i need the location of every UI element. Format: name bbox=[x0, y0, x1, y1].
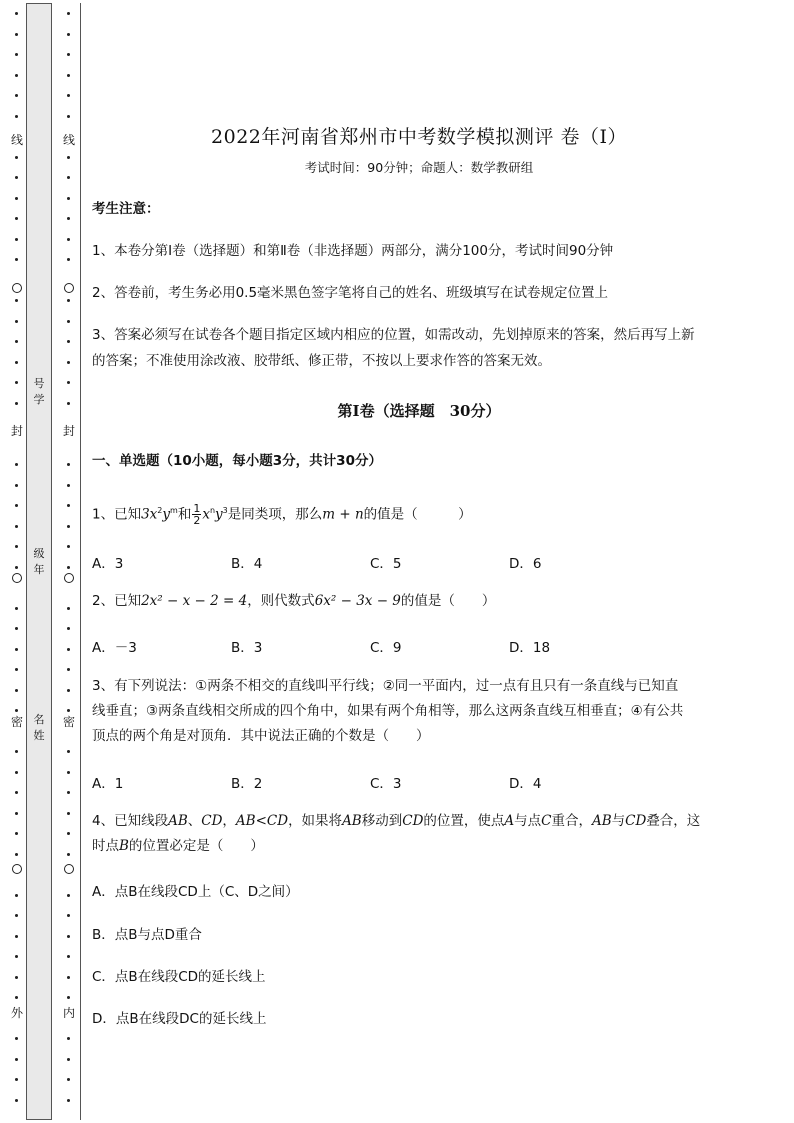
dot-mark bbox=[15, 74, 18, 77]
dot-mark bbox=[15, 238, 18, 241]
dot-mark bbox=[15, 996, 18, 999]
dot-mark bbox=[15, 1058, 18, 1061]
dot-mark bbox=[67, 771, 70, 774]
dot-mark bbox=[67, 668, 70, 671]
q1-option-d: D．6 bbox=[509, 556, 542, 572]
dot-mark bbox=[15, 504, 18, 507]
dot-mark bbox=[15, 1078, 18, 1081]
dot-mark bbox=[15, 914, 18, 917]
q1-option-a: A．3 bbox=[92, 556, 124, 572]
margin-border-line bbox=[80, 3, 81, 1120]
q2-option-b: B．3 bbox=[231, 640, 263, 656]
dot-mark bbox=[67, 791, 70, 794]
dot-mark bbox=[15, 1099, 18, 1102]
question-1: 1、已知$3x^2y^m$和 $\frac{1}{2}$ $x^ny^3$是同类项，那么m + n的值是（ ） bbox=[92, 502, 472, 527]
inner-mark-nei: 内 bbox=[62, 1006, 75, 1020]
q3-option-a: A．1 bbox=[92, 776, 124, 792]
dot-mark bbox=[15, 217, 18, 220]
section-heading: 一、单选题（10小题，每小题3分，共计30分） bbox=[92, 453, 382, 469]
outer-mark-xian: 线 bbox=[10, 133, 23, 147]
dot-mark bbox=[15, 750, 18, 753]
dot-mark bbox=[15, 12, 18, 15]
dot-mark bbox=[67, 156, 70, 159]
q3-option-c: C．3 bbox=[370, 776, 402, 792]
dot-mark bbox=[67, 299, 70, 302]
dot-mark bbox=[67, 750, 70, 753]
field-name: 名 姓 bbox=[33, 713, 45, 742]
exam-title: 2022年河南省郑州市中考数学模拟测评 卷（Ⅰ） bbox=[211, 126, 627, 148]
question-3-line-2: 线垂直；③两条直线相交所成的四个角中，如果有两个角相等，那么这两条直线互相垂直；④有公共 bbox=[92, 703, 684, 719]
dot-mark bbox=[15, 648, 18, 651]
dot-mark bbox=[67, 935, 70, 938]
outer-mark-wai: 外 bbox=[10, 1006, 23, 1020]
q4-option-c: C．点B在线段CD的延长线上 bbox=[92, 969, 266, 985]
student-info-panel bbox=[26, 3, 52, 1120]
dot-mark bbox=[67, 812, 70, 815]
dot-mark bbox=[67, 463, 70, 466]
q3-option-b: B．2 bbox=[231, 776, 263, 792]
dot-mark bbox=[67, 853, 70, 856]
dot-mark bbox=[15, 53, 18, 56]
circle-mark bbox=[12, 283, 22, 293]
dot-mark bbox=[67, 176, 70, 179]
q2-option-a: A．－3 bbox=[92, 640, 137, 656]
dot-mark bbox=[15, 935, 18, 938]
dot-mark bbox=[15, 853, 18, 856]
question-2: 2、已知2x² − x − 2 = 4，则代数式6x² − 3x − 9的值是（ ） bbox=[92, 593, 496, 609]
dot-mark bbox=[67, 74, 70, 77]
dot-mark bbox=[67, 484, 70, 487]
dot-mark bbox=[15, 955, 18, 958]
dot-mark bbox=[15, 812, 18, 815]
part-title: 第I卷（选择题 30分） bbox=[337, 402, 501, 420]
dot-mark bbox=[67, 1099, 70, 1102]
dot-mark bbox=[67, 709, 70, 712]
dot-mark bbox=[15, 894, 18, 897]
dot-mark bbox=[15, 320, 18, 323]
notice-item-1: 1、本卷分第I卷（选择题）和第Ⅱ卷（非选择题）两部分，满分100分，考试时间90分钟 bbox=[92, 243, 614, 259]
inner-dotted-line bbox=[64, 0, 74, 1123]
circle-mark bbox=[64, 864, 74, 874]
dot-mark bbox=[67, 914, 70, 917]
dot-mark bbox=[67, 217, 70, 220]
field-grade: 级 年 bbox=[33, 547, 45, 576]
question-3-line-3: 顶点的两个角是对顶角．其中说法正确的个数是（ ） bbox=[92, 728, 430, 744]
dot-mark bbox=[67, 402, 70, 405]
outer-mark-mi: 密 bbox=[10, 715, 23, 729]
q4-option-d: D．点B在线段DC的延长线上 bbox=[92, 1011, 267, 1027]
circle-mark bbox=[64, 283, 74, 293]
dot-mark bbox=[67, 1037, 70, 1040]
outer-mark-feng: 封 bbox=[10, 424, 23, 438]
dot-mark bbox=[67, 238, 70, 241]
dot-mark bbox=[67, 361, 70, 364]
circle-mark bbox=[12, 864, 22, 874]
dot-mark bbox=[67, 33, 70, 36]
dot-mark bbox=[15, 156, 18, 159]
dot-mark bbox=[15, 402, 18, 405]
dot-mark bbox=[15, 381, 18, 384]
question-3-line-1: 3、有下列说法：①两条不相交的直线叫平行线；②同一平面内，过一点有且只有一条直线与已知直 bbox=[92, 678, 679, 694]
dot-mark bbox=[67, 545, 70, 548]
dot-mark bbox=[15, 545, 18, 548]
dot-mark bbox=[67, 525, 70, 528]
dot-mark bbox=[15, 484, 18, 487]
notice-item-2: 2、答卷前，考生务必用0.5毫米黑色签字笔将自己的姓名、班级填写在试卷规定位置上 bbox=[92, 285, 609, 301]
notice-item-3-cont: 的答案；不准使用涂改液、胶带纸、修正带，不按以上要求作答的答案无效。 bbox=[92, 353, 551, 369]
dot-mark bbox=[67, 94, 70, 97]
dot-mark bbox=[15, 361, 18, 364]
dot-mark bbox=[67, 1078, 70, 1081]
dot-mark bbox=[15, 607, 18, 610]
dot-mark bbox=[67, 955, 70, 958]
dot-mark bbox=[15, 771, 18, 774]
dot-mark bbox=[15, 176, 18, 179]
exam-subtitle: 考试时间：90分钟；命题人：数学教研组 bbox=[304, 160, 534, 175]
dot-mark bbox=[15, 299, 18, 302]
dot-mark bbox=[67, 976, 70, 979]
inner-mark-mi: 密 bbox=[62, 715, 75, 729]
dot-mark bbox=[15, 668, 18, 671]
dot-mark bbox=[15, 709, 18, 712]
dot-mark bbox=[15, 525, 18, 528]
dot-mark bbox=[15, 94, 18, 97]
q2-option-c: C．9 bbox=[370, 640, 402, 656]
dot-mark bbox=[15, 627, 18, 630]
dot-mark bbox=[67, 894, 70, 897]
circle-mark bbox=[64, 573, 74, 583]
dot-mark bbox=[67, 12, 70, 15]
dot-mark bbox=[67, 689, 70, 692]
dot-mark bbox=[15, 463, 18, 466]
dot-mark bbox=[67, 197, 70, 200]
dot-mark bbox=[67, 1058, 70, 1061]
dot-mark bbox=[15, 791, 18, 794]
circle-mark bbox=[12, 573, 22, 583]
dot-mark bbox=[15, 115, 18, 118]
q2-option-d: D．18 bbox=[509, 640, 551, 656]
notice-item-3: 3、答案必须写在试卷各个题目指定区域内相应的位置，如需改动，先划掉原来的答案，然后再写上新 bbox=[92, 327, 695, 343]
dot-mark bbox=[15, 258, 18, 261]
field-student-number: 号 学 bbox=[33, 377, 45, 406]
dot-mark bbox=[67, 996, 70, 999]
dot-mark bbox=[67, 627, 70, 630]
q1-option-c: C．5 bbox=[370, 556, 402, 572]
q4-option-b: B．点B与点D重合 bbox=[92, 927, 202, 943]
inner-mark-xian: 线 bbox=[62, 133, 75, 147]
dot-mark bbox=[15, 340, 18, 343]
dot-mark bbox=[15, 976, 18, 979]
fraction: $\frac{1}{2}$ bbox=[193, 502, 201, 527]
question-4-line-1: 4、已知线段AB、CD，AB<CD，如果将AB移动到CD的位置，使点A与点C重合，AB与CD叠合，这 bbox=[92, 813, 701, 829]
q4-option-a: A．点B在线段CD上（C、D之间） bbox=[92, 884, 299, 900]
dot-mark bbox=[67, 832, 70, 835]
dot-mark bbox=[15, 1037, 18, 1040]
dot-mark bbox=[67, 320, 70, 323]
inner-mark-feng: 封 bbox=[62, 424, 75, 438]
q1-option-b: B．4 bbox=[231, 556, 263, 572]
dot-mark bbox=[15, 197, 18, 200]
dot-mark bbox=[67, 258, 70, 261]
dot-mark bbox=[67, 115, 70, 118]
dot-mark bbox=[67, 53, 70, 56]
dot-mark bbox=[67, 381, 70, 384]
dot-mark bbox=[67, 648, 70, 651]
dot-mark bbox=[67, 566, 70, 569]
q3-option-d: D．4 bbox=[509, 776, 542, 792]
dot-mark bbox=[67, 607, 70, 610]
notice-heading: 考生注意： bbox=[92, 201, 160, 217]
outer-dotted-line bbox=[12, 0, 22, 1123]
dot-mark bbox=[15, 33, 18, 36]
dot-mark bbox=[15, 832, 18, 835]
dot-mark bbox=[67, 504, 70, 507]
dot-mark bbox=[67, 340, 70, 343]
question-4-line-2: 时点B的位置必定是（ ） bbox=[92, 838, 264, 854]
dot-mark bbox=[15, 566, 18, 569]
dot-mark bbox=[15, 689, 18, 692]
